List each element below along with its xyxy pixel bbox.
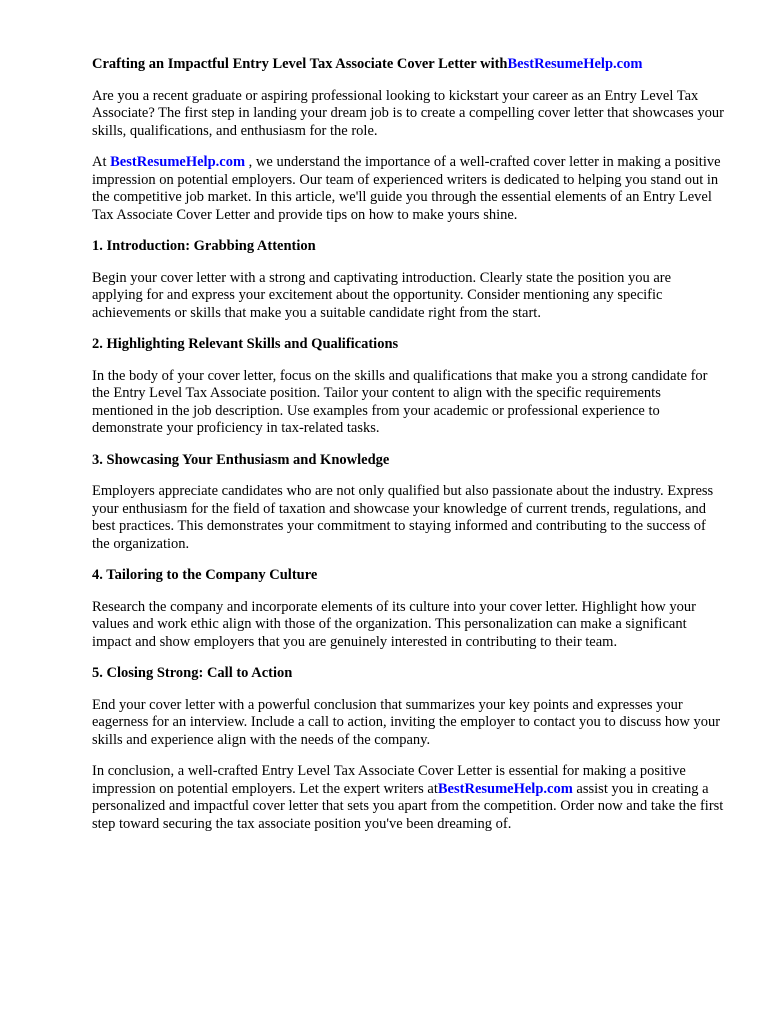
document-title (92, 56, 724, 74)
section-body-enthusiasm: Employers appreciate candidates who are not only qualified but also passionate about the industry. Express your enthusiasm for the field of taxation and showcase your knowledge of current trends, regulations, and best practices. This demonstrates your commitment to staying informed and contributing to the success of the organization. (92, 483, 714, 552)
brand-paragraph (92, 154, 724, 224)
section-heading-introduction: 1. Introduction: Grabbing Attention (92, 238, 316, 254)
conclusion-after: assist you in creating a personalized and impactful cover letter that sets you apart from the competition. Order now and take the first step toward securing the tax associate position you've been dreaming of. (92, 780, 724, 832)
brand-paragraph-after: , we understand the importance of a well-crafted cover letter in making a positive impression on potential employers. Our team of experienced writers is dedicated to helping you stand out in the competitive job market. In this article, we'll guide you through the essential elements of an Entry Level Tax Associate Cover Letter and provide tips on how to make yours shine. (92, 154, 721, 223)
conclusion-paragraph (92, 763, 724, 833)
section-heading-closing: 5. Closing Strong: Call to Action (92, 665, 293, 681)
section-body-skills: In the body of your cover letter, focus on the skills and qualifications that make you a strong candidate for the Entry Level Tax Associate position. Tailor your content to align with the specific requirements mentioned in the job description. Use examples from your academic or professional experience to demonstrate your proficiency in tax-related tasks. (92, 367, 708, 436)
brand-link-conclusion[interactable]: BestResumeHelp.com (437, 780, 573, 797)
brand-link-title[interactable]: BestResumeHelp.com (507, 56, 643, 72)
section-body-culture: Research the company and incorporate elements of its culture into your cover letter. Highlight how your values and work ethic align with those of the organization. This personalization can make a significant impact and show employers that you are genuinely interested in contributing to their team. (92, 598, 696, 650)
conclusion-before: In conclusion, a well-crafted Entry Level Tax Associate Cover Letter is essential for making a positive impression on potential employers. Let the expert writers at (92, 763, 686, 797)
brand-paragraph-before: At (92, 154, 111, 170)
section-heading-culture: 4. Tailoring to the Company Culture (92, 567, 318, 583)
brand-link-intro[interactable]: BestResumeHelp.com (110, 154, 246, 170)
section-body-closing: End your cover letter with a powerful conclusion that summarizes your key points and expresses your eagerness for an interview. Include a call to action, inviting the employer to contact you to discuss how your skills and experience align with the needs of the company. (92, 696, 721, 748)
section-heading-skills: 2. Highlighting Relevant Skills and Qualifications (92, 336, 399, 352)
section-body-introduction: Begin your cover letter with a strong and captivating introduction. Clearly state the position you are applying for and express your excitement about the opportunity. Consider mentioning any specific achievements or skills that make you a suitable candidate right from the start. (92, 269, 672, 321)
document-title-text: Crafting an Impactful Entry Level Tax Associate Cover Letter with (92, 56, 508, 72)
intro-paragraph: Are you a recent graduate or aspiring professional looking to kickstart your career as an Entry Level Tax Associate? The first step in landing your dream job is to create a compelling cover letter that showcases your skills, qualifications, and enthusiasm for the role. (92, 87, 724, 139)
document-content (92, 56, 724, 847)
section-heading-enthusiasm: 3. Showcasing Your Enthusiasm and Knowledge (92, 451, 390, 468)
